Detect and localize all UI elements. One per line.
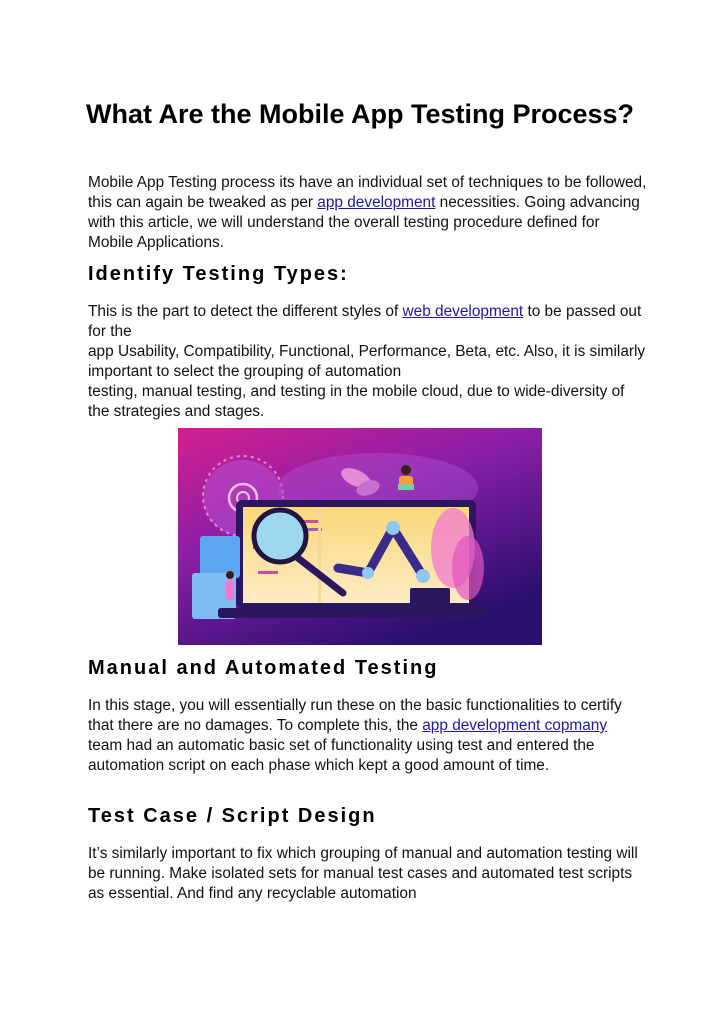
section-heading-test-case-script-design: Test Case / Script Design (88, 805, 377, 827)
para-text: to be passed out for the (88, 303, 642, 340)
para-text: testing, manual testing, and testing in the mobile cloud, due to wide-diversity of the strategies and stages. (88, 383, 625, 420)
identify-testing-paragraph (88, 302, 648, 422)
intro-paragraph (88, 173, 648, 253)
test-case-paragraph: It’s similarly important to fix which grouping of manual and automation testing will be running. Make isolated sets for manual test cases and automated test scripts as essential. And find any recyclable automation (88, 845, 638, 902)
para-text: app Usability, Compatibility, Functional, Performance, Beta, etc. Also, it is similarly important to select the grouping of automation (88, 343, 646, 380)
web-development-link[interactable]: web development (402, 303, 524, 320)
section-heading-identify-testing-types: Identify Testing Types: (88, 263, 349, 285)
para-text: In this stage, you will essentially run these on the basic functionalities to certify that there are no damages. To complete this, the (88, 697, 622, 734)
para-text: team had an automatic basic set of functionality using test and entered the automation script on each phase which kept a good amount of time. (88, 737, 595, 774)
para-text: This is the part to detect the different styles of (88, 303, 403, 320)
section-heading-manual-automated-testing: Manual and Automated Testing (88, 657, 439, 679)
manual-automated-paragraph (88, 696, 644, 776)
app-development-company-link[interactable]: app development copmany (422, 717, 608, 734)
intro-text-cont: necessities. Going advancing with this article, we will understand the overall testing procedure defined for Mobile Applications. (88, 194, 640, 251)
testing-illustration (178, 428, 542, 645)
app-development-link[interactable]: app development (317, 194, 436, 211)
page-title: What Are the Mobile App Testing Process? (85, 99, 635, 129)
intro-text: Mobile App Testing process its have an individual set of techniques to be followed, this can again be tweaked as per (88, 174, 647, 211)
